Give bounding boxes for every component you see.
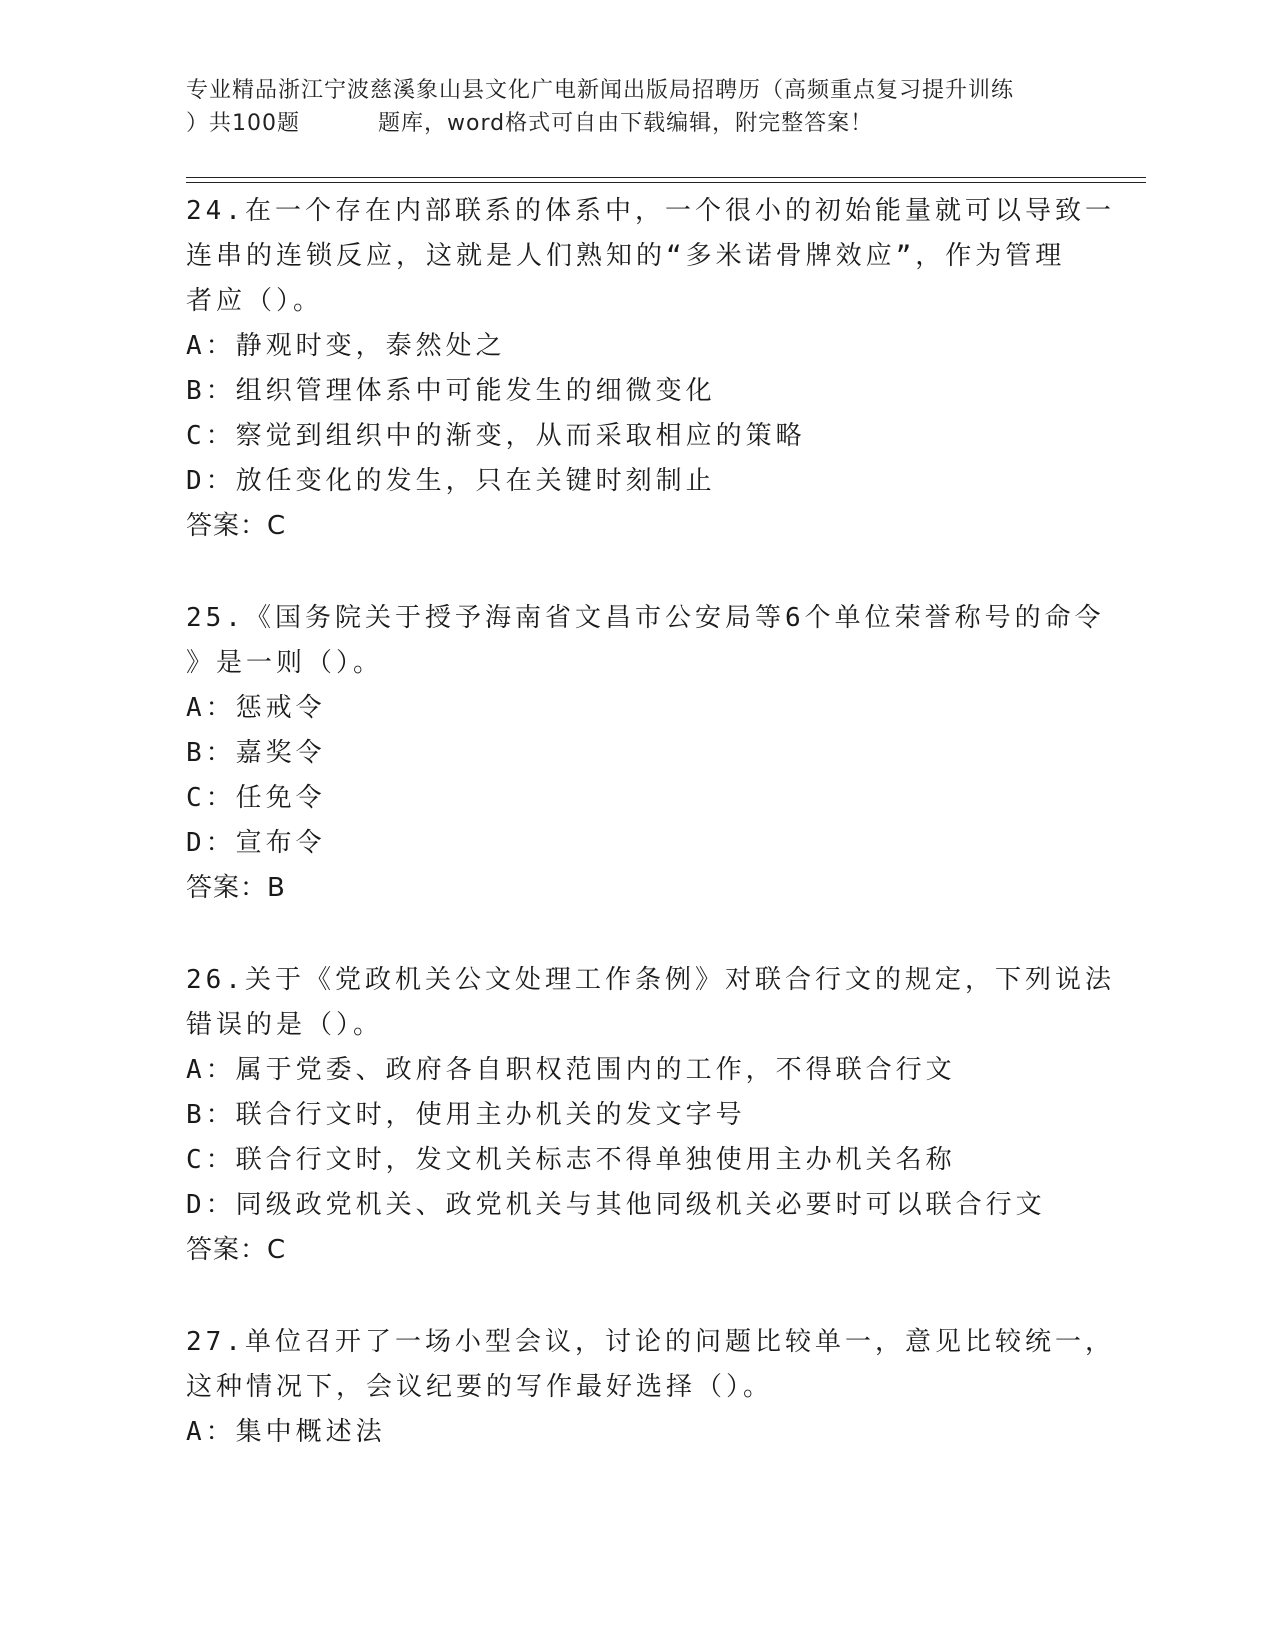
question-text-line: 27.单位召开了一场小型会议，讨论的问题比较单一，意见比较统一，: [186, 1327, 1115, 1357]
header-title-line-1: 专业精品浙江宁波慈溪象山县文化广电新闻出版局招聘历（高频重点复习提升训练: [186, 78, 1015, 103]
question-27: [186, 1320, 1115, 1455]
header-divider-top: [186, 177, 1146, 178]
question-text-line: 者应（）。: [186, 286, 324, 316]
header-divider-bottom: [186, 182, 1146, 183]
option-a: A：静观时变，泰然处之: [186, 331, 506, 361]
option-d: D：同级政党机关、政党机关与其他同级机关必要时可以联合行文: [186, 1190, 1046, 1220]
answer: 答案：B: [186, 873, 286, 903]
header-count: ）共100题: [186, 111, 300, 136]
option-c: C：任免令: [186, 783, 326, 813]
option-d: D：宣布令: [186, 828, 326, 858]
question-text-line: 这种情况下，会议纪要的写作最好选择（）。: [186, 1372, 774, 1402]
option-b: B：嘉奖令: [186, 738, 326, 768]
header-title-line-2: [186, 107, 1126, 140]
document-header: [186, 74, 1126, 140]
option-b: B：联合行文时，使用主办机关的发文字号: [186, 1100, 746, 1130]
question-text-line: 》是一则（）。: [186, 648, 384, 678]
option-b: B：组织管理体系中可能发生的细微变化: [186, 376, 716, 406]
question-text-line: 错误的是（）。: [186, 1010, 384, 1040]
question-text-line: 连串的连锁反应，这就是人们熟知的“多米诺骨牌效应”，作为管理: [186, 241, 1066, 271]
option-a: A：惩戒令: [186, 693, 326, 723]
question-list: [186, 189, 1115, 1502]
question-text-line: 24.在一个存在内部联系的体系中，一个很小的初始能量就可以导致一: [186, 196, 1115, 226]
option-c: C：察觉到组织中的渐变，从而采取相应的策略: [186, 421, 806, 451]
question-26: [186, 958, 1115, 1273]
option-c: C：联合行文时，发文机关标志不得单独使用主办机关名称: [186, 1145, 956, 1175]
question-25: [186, 596, 1105, 911]
header-subtitle: 题库，word格式可自由下载编辑，附完整答案！: [378, 111, 874, 136]
option-a: A：集中概述法: [186, 1417, 386, 1447]
question-text-line: 25.《国务院关于授予海南省文昌市公安局等6个单位荣誉称号的命令: [186, 603, 1105, 633]
option-a: A：属于党委、政府各自职权范围内的工作，不得联合行文: [186, 1055, 956, 1085]
answer: 答案：C: [186, 511, 287, 541]
question-24: [186, 189, 1115, 549]
answer: 答案：C: [186, 1235, 287, 1265]
option-d: D：放任变化的发生，只在关键时刻制止: [186, 466, 716, 496]
question-text-line: 26.关于《党政机关公文处理工作条例》对联合行文的规定，下列说法: [186, 965, 1115, 995]
